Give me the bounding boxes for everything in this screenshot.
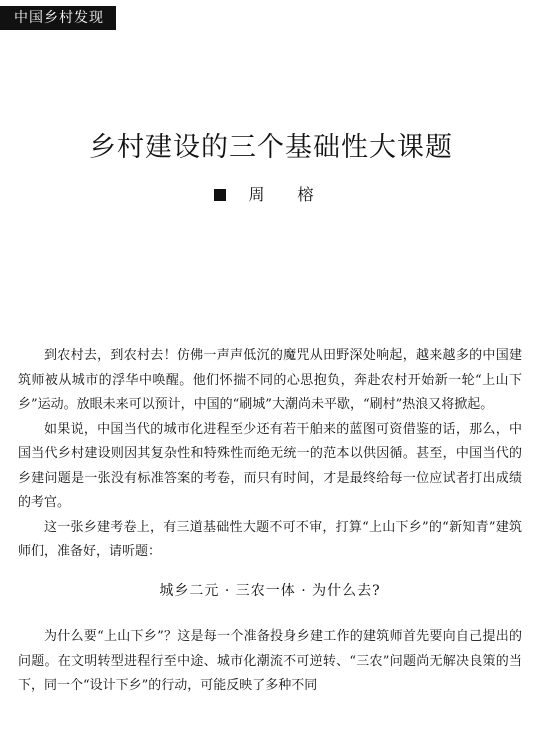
author-name: 周 榕: [248, 185, 328, 204]
article-title: 乡村建设的三个基础性大课题: [89, 132, 453, 163]
byline: [0, 183, 542, 207]
article-body: [18, 344, 522, 699]
square-bullet-icon: [214, 189, 226, 201]
paragraph: 为什么要“上山下乡”？这是每一个准备投身乡建工作的建筑师首先要向自己提出的问题。在文明转型进程行至中途、城市化潮流不可逆转、“三农”问题尚无解决良策的当下，同一个“设计下乡”的行动，可能反映了多种不同: [18, 629, 522, 693]
paragraph: 到农村去，到农村去！仿佛一声声低沉的魔咒从田野深处响起，越来越多的中国建筑师被从城市的浮华中唤醒。他们怀揣不同的心思抱负，奔赴农村开始新一轮“上山下乡”运动。放眼未来可以预计，中国的“刷城”大潮尚未平歇，“刷村”热浪又将掀起。: [18, 348, 522, 412]
section-subhead: 城乡二元 · 三农一体 · 为什么去?: [159, 582, 381, 599]
section-tag: 中国乡村发现: [0, 6, 116, 30]
paragraph: 如果说，中国当代的城市化进程至少还有若干舶来的蓝图可资借鉴的话，那么，中国当代乡村建设则因其复杂性和特殊性而绝无统一的范本以供因循。甚至，中国当代的乡建问题是一张没有标准答案的考卷，而只有时间，才是最终给每一位应试者打出成绩的考官。: [18, 421, 522, 510]
paragraph: 这一张乡建考卷上，有三道基础性大题不可不审，打算“上山下乡”的“新知青”建筑师们，准备好，请听题：: [18, 519, 522, 559]
